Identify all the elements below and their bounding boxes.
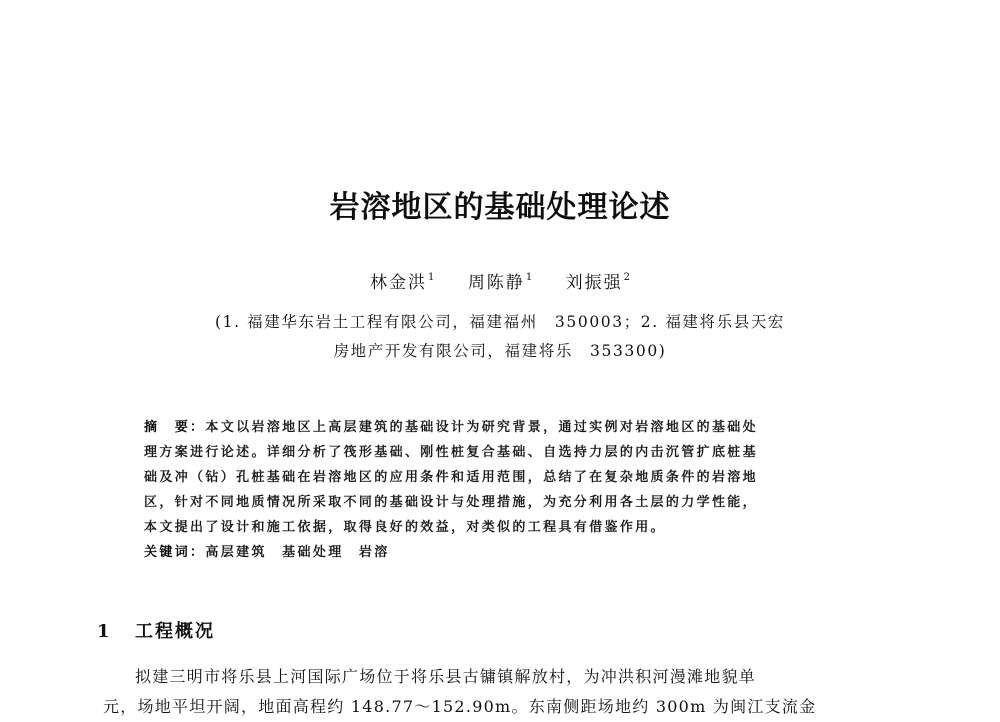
body-line: 拟建三明市将乐县上河国际广场位于将乐县古镛镇解放村，为冲洪积河漫滩地貌单 bbox=[135, 667, 757, 686]
abstract-text: 本文以岩溶地区上高层建筑的基础设计为研究背景，通过实例对岩溶地区的基础处 bbox=[205, 420, 759, 435]
body-line: 元，场地平坦开阔，地面高程约 148.77～152.90m。东南侧距场地约 300m 为闽江支流金 bbox=[103, 697, 817, 716]
author bbox=[370, 266, 434, 295]
section-title: 工程概况 bbox=[135, 621, 215, 642]
abstract-label: 摘 要： bbox=[144, 420, 206, 435]
abstract-block bbox=[144, 415, 844, 565]
abstract-line: 础及冲（钻）孔桩基础在岩溶地区的应用条件和适用范围，总结了在复杂地质条件的岩溶地 bbox=[144, 470, 759, 485]
paper-title: 岩溶地区的基础处理论述 bbox=[329, 190, 671, 225]
section-heading bbox=[97, 620, 215, 644]
author-list bbox=[0, 266, 1000, 295]
keywords-label: 关键词： bbox=[144, 545, 206, 560]
abstract-line: 区，针对不同地质情况所采取不同的基础设计与处理措施，为充分利用各土层的力学性能， bbox=[144, 495, 759, 510]
affiliation-mark: 1 bbox=[525, 272, 533, 283]
section-number: 1 bbox=[97, 621, 110, 642]
keywords-line bbox=[144, 540, 844, 565]
affiliation-line-1: (1. 福建华东岩土工程有限公司，福建福州 350003；2. 福建将乐县天宏 bbox=[214, 313, 786, 331]
author-name: 周陈静 bbox=[467, 273, 525, 293]
abstract-line bbox=[144, 415, 844, 440]
author-name: 林金洪 bbox=[370, 273, 428, 293]
affiliation-mark: 2 bbox=[623, 272, 630, 283]
author bbox=[468, 266, 532, 295]
abstract-line: 本文提出了设计和施工依据，取得良好的效益，对类似的工程具有借鉴作用。 bbox=[144, 520, 666, 535]
author bbox=[566, 266, 630, 295]
affiliation-line-2: 房地产开发有限公司，福建将乐 353300) bbox=[333, 342, 667, 360]
section-body bbox=[103, 662, 923, 722]
author-name: 刘振强 bbox=[565, 273, 623, 293]
affiliation-mark: 1 bbox=[428, 272, 435, 283]
keywords-text: 高层建筑 基础处理 岩溶 bbox=[205, 545, 390, 560]
abstract-line: 理方案进行论述。详细分析了筏形基础、刚性桩复合基础、自选持力层的内击沉管扩底桩基 bbox=[144, 445, 759, 460]
